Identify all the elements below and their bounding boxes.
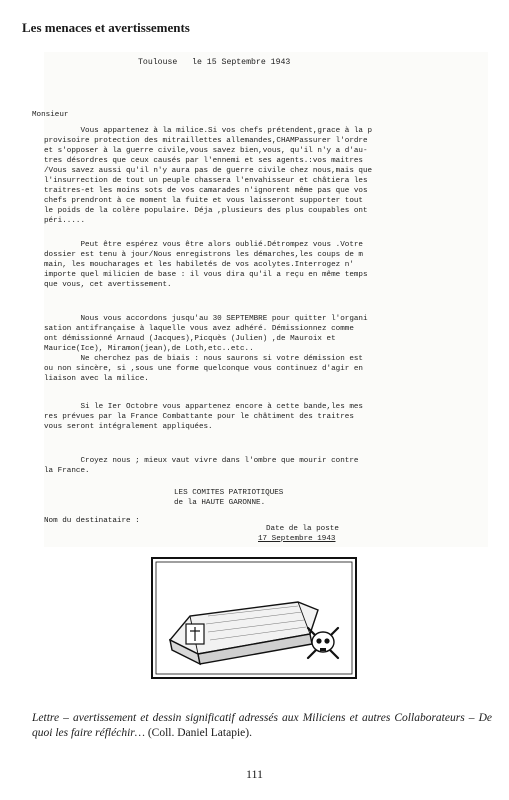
figure-caption <box>32 711 492 741</box>
postmark-label: Date de la poste <box>266 525 339 533</box>
signature-line-1: LES COMITES PATRIOTIQUES <box>174 489 284 497</box>
cross-icon <box>186 624 204 644</box>
letter-paragraph-5: Croyez nous ; mieux vaut vivre dans l'ombre que mourir contre la France. <box>44 457 359 475</box>
letter-paragraph-2: Peut être espérez vous être alors oublié.Détrompez vous .Votre dossier est tenu à jour/Nous enregistrons les démarches,les coups de m main, les moucharages et les habiletés de vos acolytes.Interrogez n' importe quel milicien de base : il vous dira qu'il a reçu en même temps que vous, cet avertissement. <box>44 241 368 289</box>
letter-date: Toulouse le 15 Septembre 1943 <box>138 58 291 67</box>
chapter-header: Les menaces et avertissements <box>22 20 190 35</box>
letter-paragraph-1: Vous appartenez à la milice.Si vos chefs prétendent,grace à la p provisoire protection des mitraillettes allemandes,CHAMPassurer l'ordre et s'opposer à la guerre civile,vous savez bien,vous, qu'il n'y a d'au- tres désordres que ceux causés par l'ennemi et ses agents.:vos maitres /Vous savez aussi qu'il n'y aura pas de guerre civile chez nous,mais que l'insurrection de tout un peuple chassera l'envahisseur et châtiera les traitres-et les moins sots de vos camarades n'ignorent même pas que vos chefs prendront à ce moment la fuite et vous laisseront supporter tout le poids de la colère populaire. Déja ,plusieurs des plus coupables ont péri..... <box>44 127 373 225</box>
caption-italic: Lettre – avertissement et dessin significatif adressés aux Miliciens et autres Collaborateurs – De quoi les faire réfléchir… <box>32 712 492 739</box>
coffin-skull-drawing <box>148 554 360 682</box>
signature-line-2: de la HAUTE GARONNE. <box>174 499 266 507</box>
skull-icon <box>312 632 334 652</box>
addressee-label: Nom du destinataire : <box>44 517 140 525</box>
letter-paragraph-4: Si le Ier Octobre vous appartenez encore à cette bande,les mes res prévues par la France Combattante pour le châtiment des traitres vous seront intégralement appliquées. <box>44 403 363 431</box>
caption-credit: (Coll. Daniel Latapie). <box>144 727 252 739</box>
page-number: 111 <box>245 767 264 781</box>
letter-paragraph-3: Nous vous accordons jusqu'au 30 SEPTEMBRE pour quitter l'organi sation antifrançaise à laquelle vous avez adhéré. Démissionnez comme ont démissionné Arnaud (Jacques),Picquès (Julien) ,de Mauroix et Maurice(Ice), Miramon(jean),de Loth,etc..etc.. Ne cherchez pas de biais : nous saurons si votre démission est ou non sincère, si ,sous une forme quelconque vous continuez d'agir en liaison avec la milice. <box>44 315 368 383</box>
postmark-date: 17 Septembre 1943 <box>258 535 336 543</box>
letter-scan <box>32 52 488 547</box>
letter-salutation: Monsieur <box>32 111 69 119</box>
